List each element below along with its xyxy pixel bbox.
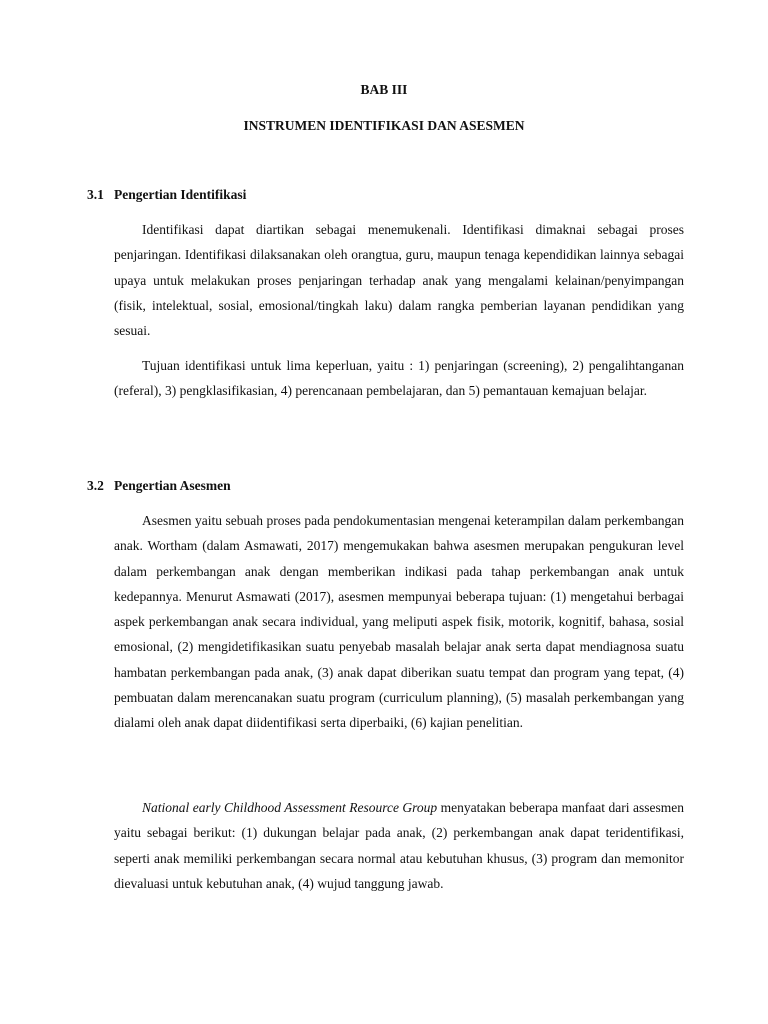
section-number: 3.2	[87, 478, 104, 493]
section-title: Pengertian Asesmen	[114, 478, 231, 493]
benefits-text: menyatakan beberapa manfaat dari assesmen yaitu sebagai berikut: (1) dukungan belajar pada anak, (2) perkembangan anak dapat teridentifikasi, seperti anak memiliki perkembangan secara normal atau kebutuhan khusus, (3) program dan memonitor dievaluasi untuk kebutuhan anak, (4) wujud tanggung jawab.	[114, 800, 684, 891]
paragraph-asesmen-benefits	[114, 795, 684, 896]
section-title: Pengertian Identifikasi	[114, 187, 247, 202]
paragraph-identifikasi-purpose: Tujuan identifikasi untuk lima keperluan, yaitu : 1) penjaringan (screening), 2) pengalihtanganan (referal), 3) pengklasifikasian, 4) perencanaan pembelajaran, dan 5) pemantauan kemajuan belajar.	[114, 358, 684, 399]
organization-name: National early Childhood Assessment Resource Group	[142, 800, 438, 815]
section-heading-asesmen	[87, 478, 231, 494]
paragraph-asesmen-definition: Asesmen yaitu sebuah proses pada pendokumentasian mengenai keterampilan dalam perkembangan anak. Wortham (dalam Asmawati, 2017) mengemukakan bahwa asesmen merupakan pengukuran level dalam perkembangan anak dengan memberikan indikasi pada tahap perkembangan anak untuk kedepannya. Menurut Asmawati (2017), asesmen mempunyai beberapa tujuan: (1) mengetahui berbagai aspek perkembangan anak secara individual, yang meliputi aspek fisik, motorik, kognitif, bahasa, sosial emosional, (2) mengidetifikasikan suatu penyebab masalah belajar anak serta dapat mendiagnosa suatu hambatan perkembangan pada anak, (3) anak dapat diberikan suatu tempat dan program yang tepat, (4) pembuatan dalam merencanakan suatu program (curriculum planning), (5) masalah perkembangan yang dialami oleh anak dapat diidentifikasi serta diperbaiki, (6) kajian penelitian.	[114, 513, 684, 731]
section-number: 3.1	[87, 187, 104, 202]
paragraph-identifikasi-definition: Identifikasi dapat diartikan sebagai menemukenali. Identifikasi dimaknai sebagai proses penjaringan. Identifikasi dilaksanakan oleh orangtua, guru, maupun tenaga kependidikan lainnya sebagai upaya untuk melakukan proses penjaringan terhadap anak yang mengalami kelainan/penyimpangan (fisik, intelektual, sosial, emosional/tingkah laku) dalam rangka pemberian layanan pendidikan yang sesuai.	[114, 222, 684, 339]
chapter-number: BAB III	[360, 82, 408, 97]
section-heading-identifikasi	[87, 187, 246, 203]
chapter-title: INSTRUMEN IDENTIFIKASI DAN ASESMEN	[243, 118, 525, 133]
